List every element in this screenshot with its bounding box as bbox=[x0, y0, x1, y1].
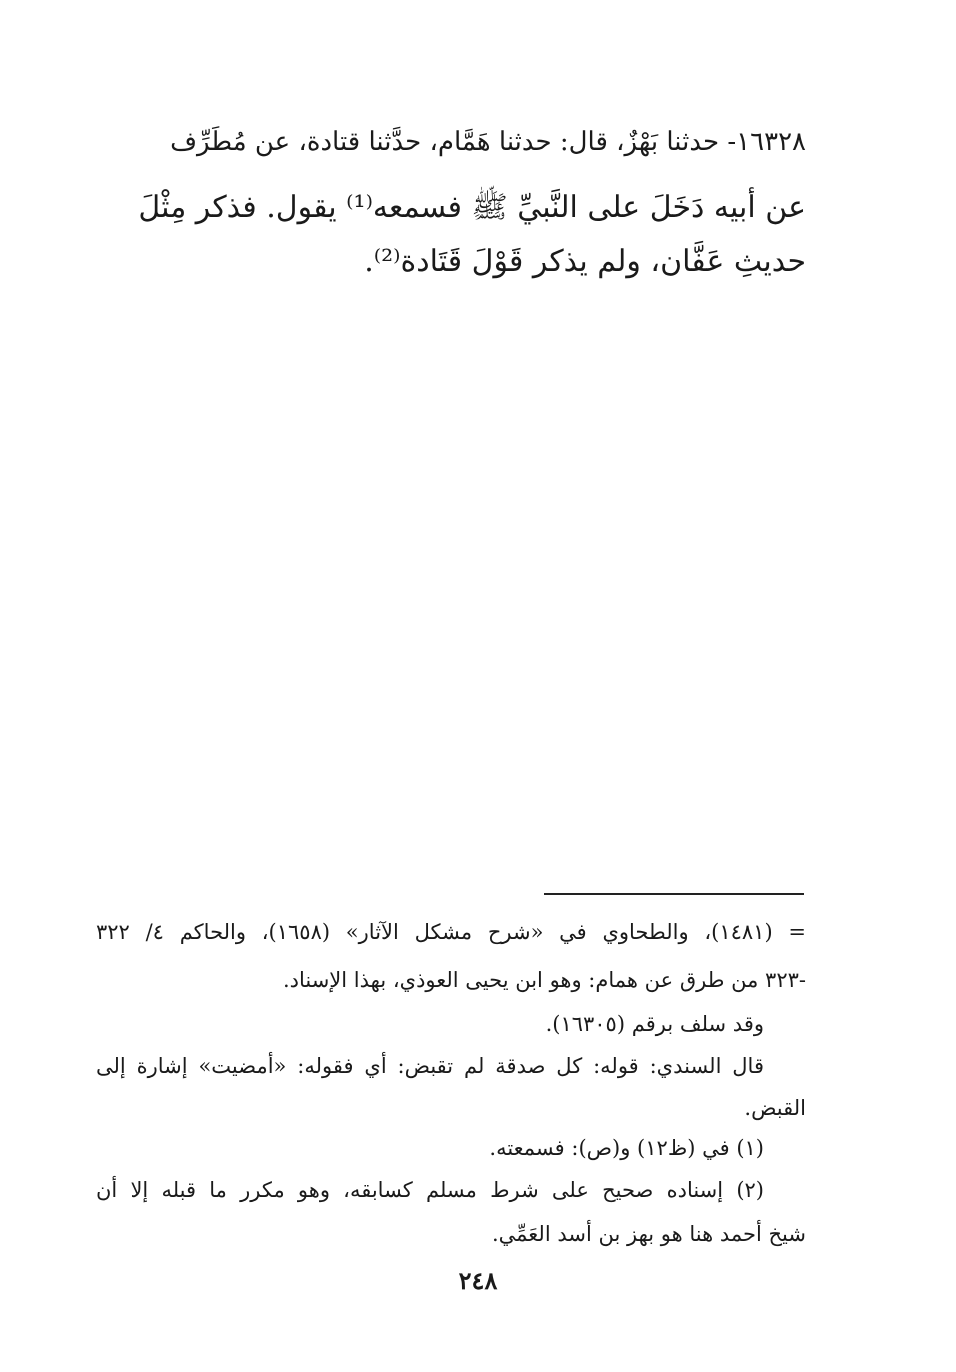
hadith-line-1: ١٦٣٢٨- حدثنا بَهْزٌ، قال: حدثنا هَمَّام، حدَّثنا قتادة، عن مُطَرِّف bbox=[170, 127, 806, 157]
footnote-line-5: القبض. bbox=[744, 1096, 806, 1120]
footnote-divider bbox=[544, 893, 804, 895]
footnote-line-1: = (١٤٨١)، والطحاوي في «شرح مشكل الآثار» (١٦٥٨)، والحاكم ٤/ ٣٢٢ bbox=[96, 920, 806, 944]
footnote-line-3: وقد سلف برقم (١٦٣٠٥). bbox=[545, 1012, 764, 1036]
footnote-line-7: (٢) إسناده صحيح على شرط مسلم كسابقه، وهو مكرر ما قبله إلا أن bbox=[96, 1178, 764, 1202]
footnote-line-8: شيخ أحمد هنا هو بهز بن أسد العَمِّي. bbox=[491, 1222, 806, 1246]
footnote-line-2: -٣٢٣ من طرق عن همام: وهو ابن يحيى العوذي، بهذا الإسناد. bbox=[282, 968, 806, 992]
page-number: ٢٤٨ bbox=[458, 1266, 498, 1295]
hadith-line-2: عن أبيه دَخَلَ على النَّبيِّ ﷺ فسمعه⁽¹⁾ يقول. فذكر مِثْلَ bbox=[138, 190, 806, 225]
footnote-line-4: قال السندي: قوله: كل صدقة لم تقبض: أي فقوله: «أمضيت» إشارة إلى bbox=[96, 1054, 764, 1078]
footnote-line-6: (١) في (ظ١٢) و(ص): فسمعته. bbox=[489, 1136, 764, 1160]
hadith-line-3: حديثِ عَفَّان، ولم يذكر قَوْلَ قَتَادة⁽²⁾. bbox=[364, 244, 806, 279]
